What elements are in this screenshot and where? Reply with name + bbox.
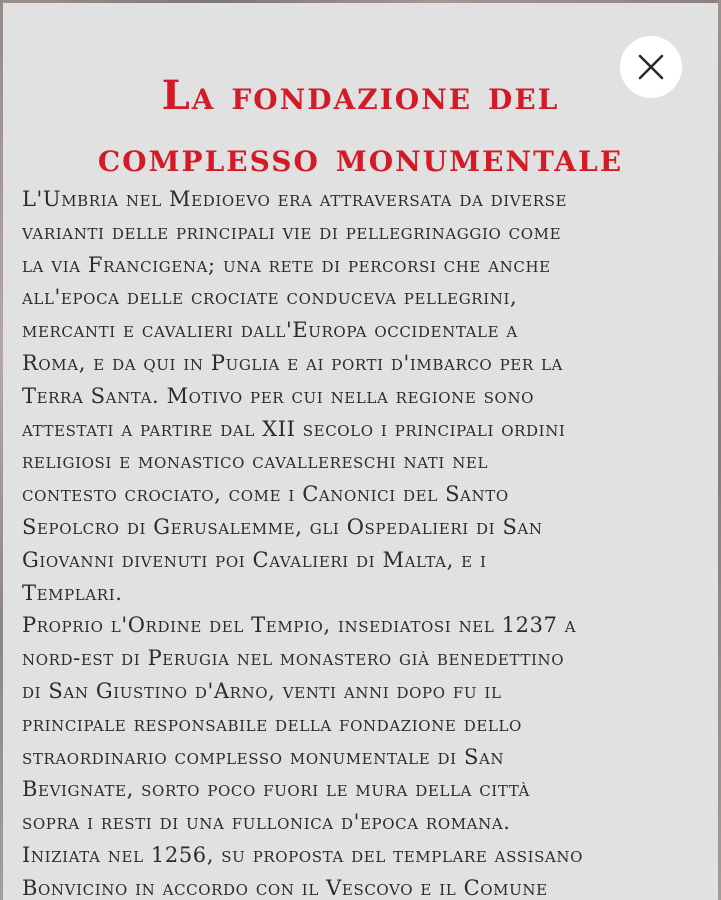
text-line: religiosi e monastico cavallereschi nati nel [22, 449, 489, 474]
text-line: mercanti e cavalieri dall'Europa occidentale a [22, 318, 518, 343]
modal-body [22, 183, 712, 900]
text-line: varianti delle principali vie di pellegrinaggio come [22, 219, 562, 244]
text-line: Bonvicino in accordo con il Vescovo e il Comune [22, 875, 548, 900]
text-line: L'Umbria nel Medioevo era attraversata da diverse [22, 187, 568, 211]
text-line: di San Giustino d'Arno, venti anni dopo fu il [22, 678, 502, 703]
text-line: attestati a partire dal XII secolo i principali ordini [22, 416, 566, 441]
info-modal [3, 3, 718, 900]
text-line: principale responsabile della fondazione dello [22, 711, 522, 736]
text-line: la via Francigena; una rete di percorsi che anche [22, 252, 551, 277]
paragraph [22, 183, 712, 609]
text-line: Terra Santa. Motivo per cui nella regione sono [22, 383, 535, 408]
paragraph [22, 609, 712, 900]
modal-title-line: La fondazione del [161, 72, 560, 119]
text-line: Roma, e da qui in Puglia e ai porti d'imbarco per la [22, 350, 563, 375]
text-line: Proprio l'Ordine del Tempio, insediatosi nel 1237 a [22, 613, 577, 638]
modal-title [3, 65, 718, 189]
text-line: Templari. [22, 580, 123, 605]
text-line: nord-est di Perugia nel monastero già benedettino [22, 646, 565, 671]
text-line: Iniziata nel 1256, su proposta del templare assisano [22, 842, 584, 867]
text-line: sopra i resti di una fullonica d'epoca romana. [22, 810, 511, 835]
text-line: contesto crociato, come i Canonici del Santo [22, 482, 509, 507]
modal-title-line: complesso monumentale [97, 134, 624, 181]
text-line: straordinario complesso monumentale di San [22, 744, 505, 769]
text-line: Giovanni divenuti poi Cavalieri di Malta, e i [22, 547, 487, 572]
text-line: Bevignate, sorto poco fuori le mura della città [22, 777, 530, 802]
text-line: Sepolcro di Gerusalemme, gli Ospedalieri di San [22, 514, 543, 539]
text-line: all'epoca delle crociate conduceva pellegrini, [22, 285, 518, 310]
